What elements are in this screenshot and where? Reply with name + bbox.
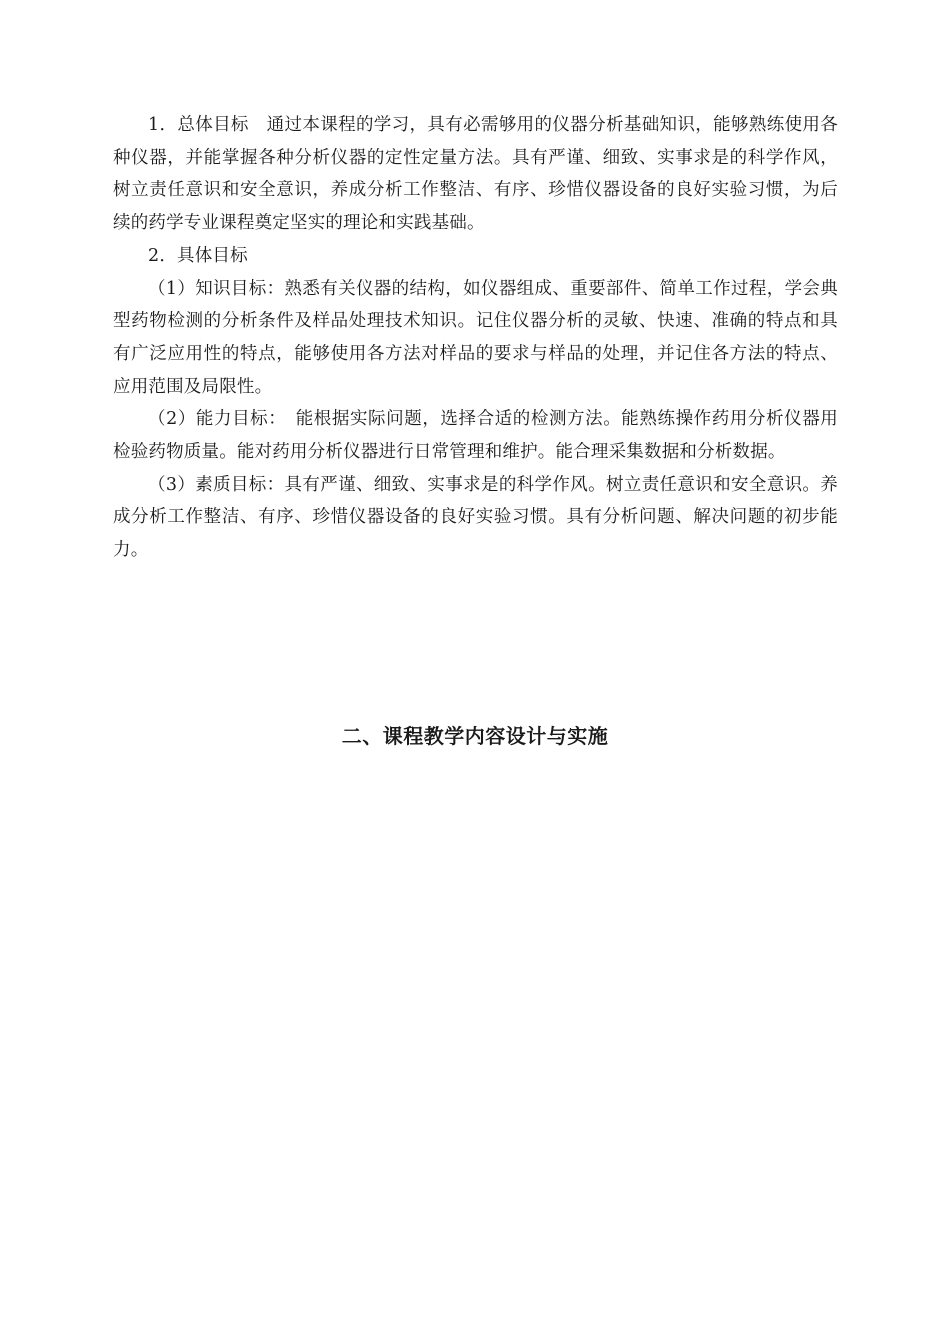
paragraph-specific-goals: 2．具体目标 bbox=[148, 245, 248, 266]
paragraph-ability-goal: （2）能力目标： 能根据实际问题，选择合适的检测方法。能熟练操作药用分析仪器用检验药物质量。能对药用分析仪器进行日常管理和维护。能合理采集数据和分析数据。 bbox=[113, 409, 838, 463]
section-heading: 二、课程教学内容设计与实施 bbox=[341, 724, 609, 748]
paragraph-quality-goal: （3）素质目标：具有严谨、细致、实事求是的科学作风。树立责任意识和安全意识。养成分析工作整洁、有序、珍惜仪器设备的良好实验习惯。具有分析问题、解决问题的初步能力。 bbox=[113, 474, 838, 561]
document-body bbox=[113, 109, 838, 567]
paragraph-overall-goal: 1．总体目标 通过本课程的学习，具有必需够用的仪器分析基础知识，能够熟练使用各种仪器，并能掌握各种分析仪器的定性定量方法。具有严谨、细致、实事求是的科学作风，树立责任意识和安全意识，养成分析工作整洁、有序、珍惜仪器设备的良好实验习惯，为后续的药学专业课程奠定坚实的理论和实践基础。 bbox=[113, 115, 838, 234]
paragraph-knowledge-goal: （1）知识目标：熟悉有关仪器的结构，如仪器组成、重要部件、简单工作过程，学会典型药物检测的分析条件及样品处理技术知识。记住仪器分析的灵敏、快速、准确的特点和具有广泛应用性的特点，能够使用各方法对样品的要求与样品的处理，并记住各方法的特点、应用范围及局限性。 bbox=[113, 278, 838, 397]
